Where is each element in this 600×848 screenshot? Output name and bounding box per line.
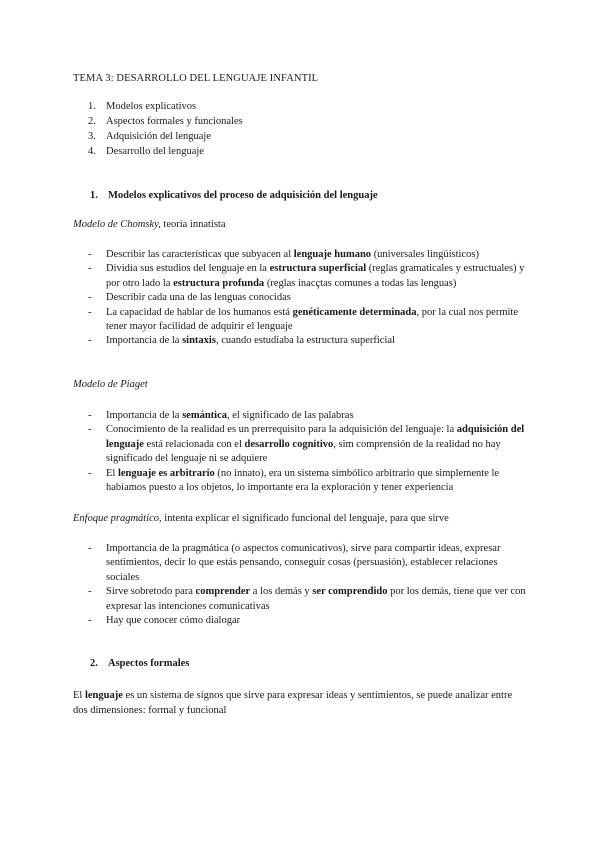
pragmatic-subtitle: intenta explicar el significado funcional del lenguaje, para que sirve xyxy=(161,513,449,524)
text: , por la cual nos permite tener mayor facilidad de adquirir el lenguaje xyxy=(106,306,518,333)
text: Hay que conocer cómo dialogar xyxy=(106,615,241,627)
section-number: 1. xyxy=(90,190,98,201)
text: Importancia de la xyxy=(106,335,183,347)
toc-number: 2. xyxy=(88,116,96,127)
chomsky-title-text: Modelo de Chomsky, xyxy=(73,219,161,230)
section-title: Modelos explicativos del proceso de adquisición del lenguaje xyxy=(108,190,378,201)
list-item xyxy=(88,262,528,291)
bold-text: ser comprendido xyxy=(312,586,388,598)
toc-text: Modelos explicativos xyxy=(106,101,197,112)
list-item xyxy=(88,306,528,335)
table-of-contents xyxy=(88,99,243,159)
bold-text: estructura profunda xyxy=(173,277,265,289)
text: La capacidad de hablar de los humanos está xyxy=(106,306,293,318)
bold-text: desarrollo cognitivo xyxy=(244,438,334,450)
text: Importancia de la xyxy=(106,410,183,421)
text: Describir las características que subyacen al xyxy=(106,249,294,260)
text: está relacionada con el xyxy=(143,438,245,450)
text: Importancia de la pragmática (o aspectos comunicativos), sirve para compartir ideas, expresar sentimientos, decir lo que estás pensando, conseguir cosas (persuasión), establecer relaciones sociales xyxy=(106,543,501,583)
bold-text: semántica xyxy=(182,410,228,421)
text: (reglas inacҫtas comunes a todas las lenguas) xyxy=(264,277,457,289)
bold-text: adquisición del lenguaje xyxy=(106,424,525,450)
bold-text: lenguaje es arbitrario xyxy=(117,467,215,479)
chomsky-subtitle: teoría innatista xyxy=(160,219,226,230)
chomsky-title xyxy=(73,219,226,230)
section-heading-2 xyxy=(90,658,189,669)
text: El xyxy=(73,690,85,701)
section-title: Aspectos formales xyxy=(108,658,190,669)
toc-item xyxy=(88,144,243,159)
toc-text: Aspectos formales y funcionales xyxy=(106,116,243,127)
section-number: 2. xyxy=(90,658,98,669)
toc-number: 4. xyxy=(88,146,96,157)
text: , cuando estudiaba la estructura superficial xyxy=(215,335,395,347)
text: Conocimiento de la realidad es un prerrequisito para la adquisición del lenguaje: la xyxy=(106,424,457,436)
pragmatic-list xyxy=(88,542,528,628)
bold-text: lenguaje xyxy=(84,690,123,701)
list-item xyxy=(88,585,528,614)
text: , el significado de las palabras xyxy=(227,410,354,421)
toc-number: 1. xyxy=(88,101,96,112)
piaget-title: Modelo de Piaget xyxy=(73,379,148,390)
text: (no innato), era un sistema simbólico arbitrario que simplemente le habíamos puesto a los objetos, lo importante era la exploración y tener experiencia xyxy=(106,467,500,494)
pragmatic-title-text: Enfoque pragmático, xyxy=(73,513,162,524)
list-item xyxy=(88,334,528,348)
document-title: TEMA 3: DESARROLLO DEL LENGUAJE INFANTIL xyxy=(73,73,319,84)
pragmatic-title xyxy=(73,513,449,524)
list-item xyxy=(88,614,528,628)
text: (universales lingüísticos) xyxy=(371,249,479,260)
text: Dividía sus estudios del lenguaje en la xyxy=(106,263,270,275)
text: (reglas gramaticales y estructuales) y por otro lado la xyxy=(106,263,525,289)
text: Describir cada una de las lenguas conocidas xyxy=(106,292,291,304)
toc-number: 3. xyxy=(88,131,96,142)
toc-text: Adquisición del lenguaje xyxy=(106,131,211,142)
text: por los demás, tiene que ver con expresar las intenciones comunicativas xyxy=(106,586,526,612)
bold-text: sintaxis xyxy=(182,335,216,347)
section-heading-1 xyxy=(90,190,378,201)
toc-item xyxy=(88,99,243,114)
list-item xyxy=(88,467,528,496)
bold-text: estructura superficial xyxy=(269,263,367,275)
text: es un sistema de signos que sirve para expresar ideas y sentimientos, se puede analizar entre dos dimensiones: formal y funcional xyxy=(73,690,513,716)
text: Sirve sobretodo para xyxy=(106,586,196,598)
toc-item xyxy=(88,114,243,129)
chomsky-list xyxy=(88,248,528,349)
text: , sim comprensión de la realidad no hay significado del lenguaje ni se adquiere xyxy=(106,438,501,465)
final-paragraph xyxy=(73,688,528,718)
bold-text: lenguaje humano xyxy=(293,249,372,260)
toc-item xyxy=(88,129,243,144)
bold-text: genéticamente determinada xyxy=(292,306,417,318)
list-item xyxy=(88,291,528,305)
list-item xyxy=(88,409,528,423)
toc-text: Desarrollo del lenguaje xyxy=(106,146,204,157)
bold-text: comprender xyxy=(195,586,251,598)
text: El xyxy=(106,467,118,479)
list-item xyxy=(88,423,528,466)
list-item xyxy=(88,542,528,585)
piaget-list xyxy=(88,409,528,495)
text: a los demás y xyxy=(250,586,313,598)
list-item xyxy=(88,248,528,262)
